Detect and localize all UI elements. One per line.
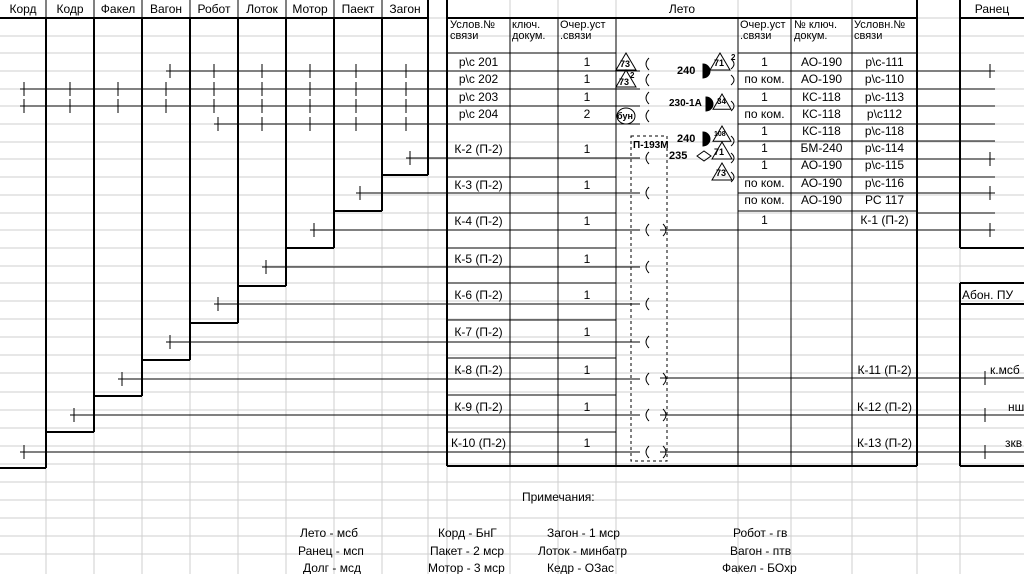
row-ocher: 2	[583, 107, 591, 121]
abon-label: зкв	[1005, 436, 1023, 450]
header-kodr: Кодр	[56, 2, 84, 16]
rrow-doc: АО-190	[800, 55, 843, 69]
header-leto: Лето	[668, 2, 696, 16]
header-abon-pu: Абон. ПУ	[962, 288, 1014, 302]
row-name: К-10 (П-2)	[451, 436, 506, 450]
k-right-11: К-11 (П-2)	[857, 363, 912, 377]
row-ocher: 1	[583, 325, 591, 339]
rrow-ocher: 1	[761, 213, 768, 227]
row-ocher: 1	[583, 72, 591, 86]
note-item: Мотор - 3 мср	[428, 561, 505, 574]
colhdr-klyuch: ключ. докум.	[512, 19, 546, 42]
row-name: р\с 202	[458, 72, 499, 86]
notes-title: Примечания:	[522, 490, 595, 504]
colhdr-ocher-right: Очер.уст .связи	[740, 19, 786, 42]
note-item: Долг - мсд	[303, 561, 361, 574]
k-right-13: К-13 (П-2)	[857, 436, 912, 450]
rrow-uslov: р\с-110	[864, 72, 905, 86]
symbol-73-label: 73	[716, 168, 727, 178]
connector-arc	[646, 74, 649, 86]
rrow-ocher: 1	[761, 90, 768, 104]
rrow-uslov: р\с-118	[864, 124, 905, 138]
rrow-doc: КС-118	[802, 107, 841, 121]
connector-arc	[646, 92, 649, 104]
symbol-sup: 2	[630, 71, 635, 80]
symbol-240-label: 240	[677, 65, 696, 77]
header-kord: Корд	[9, 2, 37, 16]
symbol-sup: 2	[731, 53, 736, 62]
rrow-doc: БМ-240	[800, 141, 843, 155]
row-name: р\с 203	[458, 90, 499, 104]
note-item: Робот - гв	[733, 526, 788, 540]
colhdr-uslov: Услов.№ связи	[450, 19, 496, 42]
antenna-d-symbol	[706, 97, 713, 111]
rrow-ocher: по ком.	[744, 176, 785, 190]
header-motor: Мотор	[292, 2, 328, 16]
colhdr-ocher: Очер.уст .связи	[560, 19, 606, 42]
row-ocher: 1	[583, 90, 591, 104]
symbol-71-label: 71	[714, 147, 725, 157]
row-name: К-6 (П-2)	[454, 288, 503, 302]
rrow-uslov: р\с-113	[864, 90, 905, 104]
symbol-p193m-label: П-193М	[633, 140, 669, 151]
row-name: К-5 (П-2)	[454, 252, 503, 266]
k-right-12: К-12 (П-2)	[857, 400, 912, 414]
note-item: Факел - БОхр	[722, 561, 797, 574]
abon-label: к.мсб	[990, 363, 1020, 377]
rrow-uslov: р\с112	[866, 107, 903, 121]
rrow-ocher: 1	[761, 55, 768, 69]
rrow-uslov: РС 117	[865, 193, 904, 207]
rrow-uslov: р\с-115	[864, 158, 905, 172]
symbol-bun-label: бун	[617, 111, 633, 121]
colhdr-nklyuch: № ключ. докум.	[794, 19, 838, 42]
row-name: К-8 (П-2)	[454, 363, 503, 377]
rrow-ocher: по ком.	[744, 107, 785, 121]
connector-arc	[663, 373, 666, 385]
rrow-doc: АО-190	[800, 158, 843, 172]
rrow-ocher: 1	[761, 141, 768, 155]
row-ocher: 1	[583, 214, 591, 228]
connector-arc	[731, 136, 734, 146]
connector-arc	[646, 446, 649, 458]
header-zagon: Загон	[389, 2, 421, 16]
symbol-235-label: 235	[669, 150, 688, 162]
row-ocher: 1	[583, 288, 591, 302]
rrow-ocher: 1	[761, 124, 768, 138]
header-fakel: Факел	[100, 2, 136, 16]
abon-label: нш	[1008, 400, 1024, 414]
connector-arc	[731, 75, 734, 85]
row-ocher: 1	[583, 436, 591, 450]
antenna-d-symbol	[703, 132, 710, 146]
row-ocher: 1	[583, 400, 591, 414]
symbol-240-label: 240	[677, 133, 696, 145]
connector-arc	[646, 152, 649, 164]
connector-arc	[646, 336, 649, 348]
symbol-108-label: 108	[714, 131, 726, 138]
rrow-uslov: р\с-116	[864, 176, 905, 190]
header-paekt: Паект	[341, 2, 375, 16]
note-item: Корд - БнГ	[438, 526, 497, 540]
connector-arc	[646, 187, 649, 199]
note-item: Лето - мсб	[300, 526, 358, 540]
rrow-ocher: по ком.	[744, 193, 785, 207]
row-name: К-2 (П-2)	[454, 142, 503, 156]
header-vagon: Вагон	[149, 2, 183, 16]
row-ocher: 1	[583, 178, 591, 192]
note-item: Лоток - минбатр	[538, 544, 627, 558]
connector-arc	[646, 110, 649, 122]
row-name: р\с 204	[458, 107, 499, 121]
rrow-ocher: по ком.	[744, 72, 785, 86]
colhdr-uslovn-right: Условн.№ связи	[854, 19, 906, 42]
rrow-uslov: р\с-111	[865, 55, 904, 69]
symbol-230-label: 230-1А	[669, 98, 702, 109]
note-item: Загон - 1 мср	[547, 526, 620, 540]
note-item: Кедр - ОЗас	[547, 561, 614, 574]
rrow-doc: КС-118	[802, 90, 841, 104]
rrow-ocher: 1	[761, 158, 768, 172]
row-name: К-9 (П-2)	[454, 400, 503, 414]
row-name: р\с 201	[458, 55, 499, 69]
rrow-doc: АО-190	[800, 176, 843, 190]
connector-arc	[646, 261, 649, 273]
rrow-uslov: К-1 (П-2)	[860, 213, 909, 227]
note-item: Вагон - птв	[730, 544, 792, 558]
rrow-uslov: р\с-114	[864, 141, 905, 155]
row-ocher: 1	[583, 252, 591, 266]
symbol-71-label: 71	[714, 58, 725, 68]
header-ranets: Ранец	[974, 2, 1010, 16]
connector-arc	[646, 409, 649, 421]
row-ocher: 1	[583, 363, 591, 377]
header-robot: Робот	[197, 2, 231, 16]
connector-arc	[646, 58, 649, 70]
row-name: К-4 (П-2)	[454, 214, 503, 228]
row-name: К-3 (П-2)	[454, 178, 503, 192]
symbol-73-label: 73	[620, 59, 631, 69]
row-name: К-7 (П-2)	[454, 325, 503, 339]
rrow-doc: КС-118	[802, 124, 841, 138]
row-ocher: 1	[583, 142, 591, 156]
note-item: Пакет - 2 мср	[430, 544, 505, 558]
note-item: Ранец - мсп	[298, 544, 364, 558]
connector-arc	[646, 373, 649, 385]
symbol-34-label: 34	[717, 97, 726, 106]
antenna-d-symbol	[703, 64, 710, 78]
row-ocher: 1	[583, 55, 591, 69]
rrow-doc: АО-190	[800, 72, 843, 86]
symbol-73-label: 73	[619, 77, 630, 87]
header-lotok: Лоток	[246, 2, 278, 16]
connector-arc	[646, 298, 649, 310]
rrow-doc: АО-190	[800, 193, 843, 207]
